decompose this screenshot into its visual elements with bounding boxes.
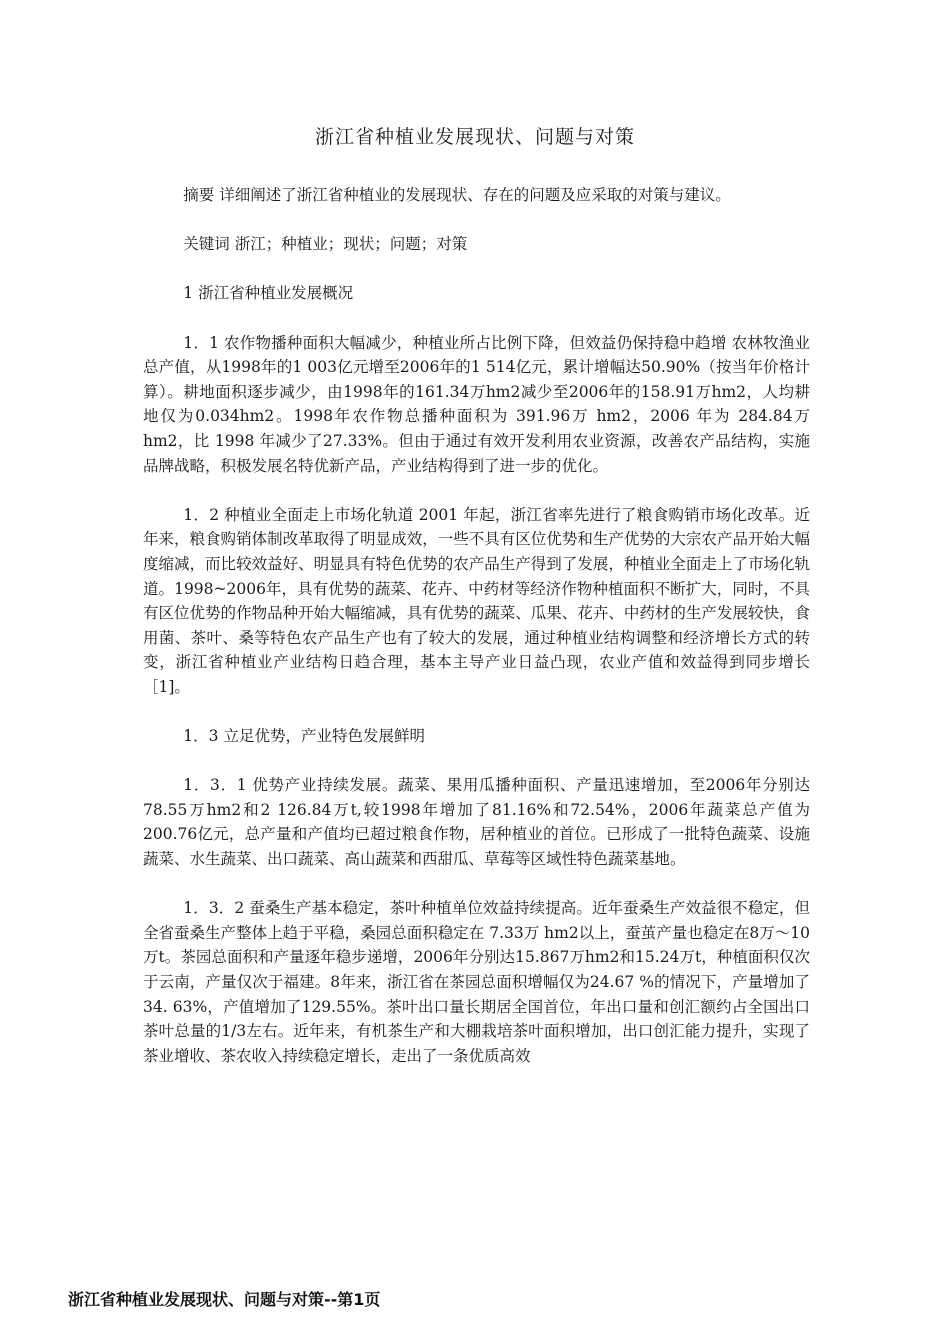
page-footer: 浙江省种植业发展现状、问题与对策--第1页: [68, 1290, 381, 1309]
abstract-paragraph: 摘要 详细阐述了浙江省种植业的发展现状、存在的问题及应采取的对策与建议。: [183, 186, 731, 204]
body-paragraph: 1．1 农作物播种面积大幅减少，种植业所占比例下降，但效益仍保持稳中趋增 农林牧渔业总产值，从1998年的1 003亿元增至2006年的1 514亿元，累计增幅达50.90%（按当年价格计算）。耕地面积逐步减少，由1998年的161.34万hm2减少至2006年的158.91万hm2，人均耕地仅为0.034hm2。1998年农作物总播种面积为 391.96万 hm2，2006 年为 284.84万 hm2，比 1998 年减少了27.33%。但由于通过有效开发利用农业资源，改善农产品结构，实施品牌战略，积极发展名特优新产品，产业结构得到了进一步的优化。: [143, 333, 810, 475]
body-paragraph: 1．3．1 优势产业持续发展。蔬菜、果用瓜播种面积、产量迅速增加，至2006年分别达78.55万hm2和2 126.84万t,较1998年增加了81.16%和72.54%，2006年蔬菜总产值为200.76亿元，总产量和产值均已超过粮食作物，居种植业的首位。已形成了一批特色蔬菜、设施蔬菜、水生蔬菜、出口蔬菜、高山蔬菜和西甜瓜、草莓等区域性特色蔬菜基地。: [143, 776, 810, 869]
body-paragraph: 1．3．2 蚕桑生产基本稳定，茶叶种植单位效益持续提高。近年蚕桑生产效益很不稳定，但全省蚕桑生产整体上趋于平稳，桑园总面积稳定在 7.33万 hm2以上，蚕茧产量也稳定在8万～10万t。茶园总面积和产量逐年稳步递增，2006年分别达15.867万hm2和15.24万t，种植面积仅次于云南，产量仅次于福建。8年来，浙江省在茶园总面积增幅仅为24.67 %的情况下，产量增加了 34. 63%，产值增加了129.55%。茶叶出口量长期居全国首位，年出口量和创汇额约占全国出口茶叶总量的1/3左右。近年来，有机茶生产和大棚栽培茶叶面积增加，出口创汇能力提升，实现了茶业增收、茶农收入持续稳定增长，走出了一条优质高效: [143, 899, 810, 1065]
document-body: [143, 183, 810, 1093]
document-title: 浙江省种植业发展现状、问题与对策: [314, 126, 635, 148]
subsection-heading: 1．3 立足优势，产业特色发展鲜明: [183, 727, 425, 746]
body-paragraph: 1．2 种植业全面走上市场化轨道 2001 年起，浙江省率先进行了粮食购销市场化改革。近年来，粮食购销体制改革取得了明显成效，一些不具有区位优势和生产优势的大宗农产品开始大幅度缩减，而比较效益好、明显具有特色优势的农产品生产得到了发展，种植业全面走上了市场化轨道。1998~2006年，具有优势的蔬菜、花卉、中药材等经济作物种植面积不断扩大，同时，不具有区位优势的作物品种开始大幅缩减，具有优势的蔬菜、瓜果、花卉、中药材的生产发展较快，食用菌、茶叶、桑等特色农产品生产也有了较大的发展，通过种植业结构调整和经济增长方式的转变，浙江省种植业产业结构日趋合理，基本主导产业日益凸现，农业产值和效益得到同步增长［1]。: [143, 505, 810, 696]
keywords-paragraph: 关键词 浙江；种植业；现状；问题；对策: [183, 235, 468, 254]
section-heading: 1 浙江省种植业发展概况: [183, 284, 354, 303]
